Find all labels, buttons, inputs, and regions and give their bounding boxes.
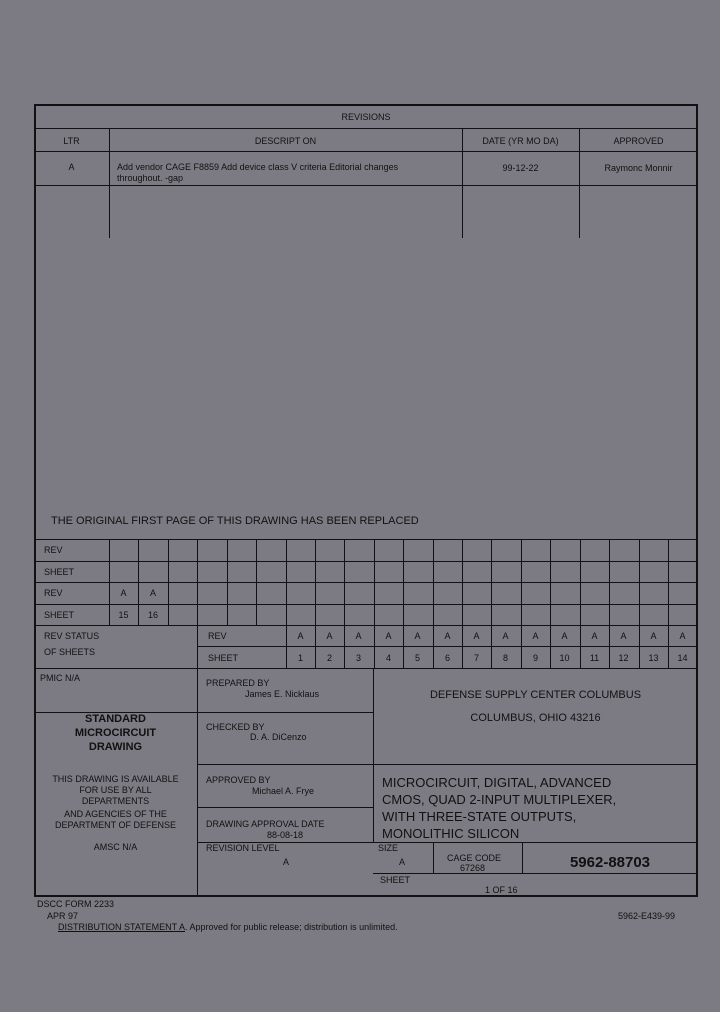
grid-line [521,539,522,625]
grid-line [286,539,287,625]
size-value: A [399,857,406,867]
pmic: PMIC N/A [40,673,81,683]
replaced-note: THE ORIGINAL FIRST PAGE OF THIS DRAWING HAS BEEN REPLACED [51,515,419,527]
grid-line [344,539,345,625]
rev-status-rev: A [679,631,686,641]
revision-description-line2: throughout. -gap [117,173,184,183]
rev-status-rev: A [326,631,333,641]
grid-line [550,539,551,625]
availability-line: THIS DRAWING IS AVAILABLE [52,774,179,784]
revision-date: 99-12-22 [502,163,539,173]
grid-line [639,539,640,625]
rev-status-rev: A [473,631,480,641]
rev-status-sheet: 14 [677,653,688,663]
prepared-name: James E. Nicklaus [245,689,320,699]
checked-name: D. A. DiCenzo [250,732,307,742]
sheet-table-rev: A [120,588,127,598]
grid-line [491,539,492,625]
rev-status-rev: A [532,631,539,641]
grid-line [668,539,669,625]
checked-label: CHECKED BY [206,722,265,732]
doc-code: 5962-E439-99 [618,911,676,921]
sheet-table-rev: A [149,588,156,598]
rev-status-sheet: 1 [297,653,303,663]
revision-level-label: REVISION LEVEL [206,843,280,853]
agency-line1: DEFENSE SUPPLY CENTER COLUMBUS [429,689,642,701]
grid-line [168,539,169,625]
revision-level: A [283,857,290,867]
grid-line [609,539,610,625]
grid-line [315,539,316,625]
approved-header: APPROVED [613,136,664,146]
rev-status-rev-label: REV [208,631,227,641]
rev-status-rev: A [561,631,568,641]
rev-status-sheet: 6 [444,653,450,663]
grid-line [227,539,228,625]
distribution-statement [58,922,398,932]
date-header: DATE (YR MO DA) [482,136,559,146]
rev-status-rev: A [444,631,451,641]
sheet-table-row-label: SHEET [44,610,75,620]
availability-line: FOR USE BY ALL [79,785,152,795]
revisions-title: REVISIONS [341,112,391,122]
approval-date-label: DRAWING APPROVAL DATE [206,819,325,829]
rev-status-rev: A [297,631,304,641]
grid-line [197,539,198,625]
distribution-text: . Approved for public release; distribution is unlimited. [185,922,398,932]
rev-status-sheet: 5 [414,653,420,663]
rev-status-rev: A [414,631,421,641]
sheet-table-sheet: 15 [118,610,129,620]
approved-label: APPROVED BY [206,775,271,785]
grid-line [256,539,257,625]
revision-description-line1: Add vendor CAGE F8859 Add device class V criteria Editorial changes [117,162,399,172]
distribution-label: DISTRIBUTION STATEMENT A [58,922,186,932]
availability-line: DEPARTMENT OF DEFENSE [54,820,177,830]
rev-status-sheet-label: SHEET [208,653,239,663]
rev-status-rev: A [502,631,509,641]
form-date: APR 97 [47,911,79,921]
description-header: DESCRIPT ON [254,136,317,146]
rev-status-rev: A [385,631,392,641]
rev-status-sheet: 4 [385,653,391,663]
rev-status-rev: A [591,631,598,641]
title-line: MONOLITHIC SILICON [382,826,520,841]
cage-label: CAGE CODE [447,853,502,863]
sheet-table-sheet: 16 [147,610,158,620]
rev-status-label: REV STATUS [44,631,100,641]
grid-line [433,539,434,625]
rev-status-sheet: 12 [618,653,629,663]
grid-line [580,539,581,625]
rev-status-sheet: 11 [589,653,600,663]
rev-status-rev: A [355,631,362,641]
revision-approver: Raymonc Monnir [604,163,673,173]
rev-status-rev: A [620,631,627,641]
rev-status-sheet: 8 [502,653,508,663]
size-label: SIZE [378,843,399,853]
cage-value: 67268 [460,863,486,873]
title-line: CMOS, QUAD 2-INPUT MULTIPLEXER, [382,792,617,807]
rev-status-sheet: 7 [473,653,479,663]
grid-line [462,539,463,625]
sheet-table-row-label: SHEET [44,567,75,577]
title-line: MICROCIRCUIT, DIGITAL, ADVANCED [382,775,612,790]
title-line: WITH THREE-STATE OUTPUTS, [382,809,577,824]
drawing-number: 5962-88703 [569,854,651,871]
revision-ltr: A [68,162,75,172]
approved-name: Michael A. Frye [252,786,315,796]
rev-status-sheet: 3 [355,653,361,663]
sheet-table-row-label: REV [44,588,63,598]
rev-status-sheet: 10 [559,653,570,663]
agency-line2: COLUMBUS, OHIO 43216 [470,712,601,724]
grid-line [374,539,375,625]
prepared-label: PREPARED BY [206,678,270,688]
standard-line1: STANDARD [85,713,146,725]
availability-line: DEPARTMENTS [81,796,150,806]
standard-line2: MICROCIRCUIT [74,727,157,739]
grid-line [403,539,404,625]
sheet-label: SHEET [380,875,411,885]
rev-status-rev: A [650,631,657,641]
rev-status-sheet: 13 [648,653,659,663]
form-number: DSCC FORM 2233 [37,899,115,909]
rev-status-label-2: OF SHEETS [44,647,96,657]
sheet-table-row-label: REV [44,545,63,555]
rev-status-sheet: 9 [532,653,538,663]
ltr-header: LTR [63,136,80,146]
amsc: AMSC N/A [93,842,138,852]
availability-line: AND AGENCIES OF THE [64,809,167,819]
approval-date: 88-08-18 [267,830,304,840]
rev-status-sheet: 2 [326,653,332,663]
standard-line3: DRAWING [88,741,143,753]
sheet-of: 1 OF 16 [485,885,518,895]
